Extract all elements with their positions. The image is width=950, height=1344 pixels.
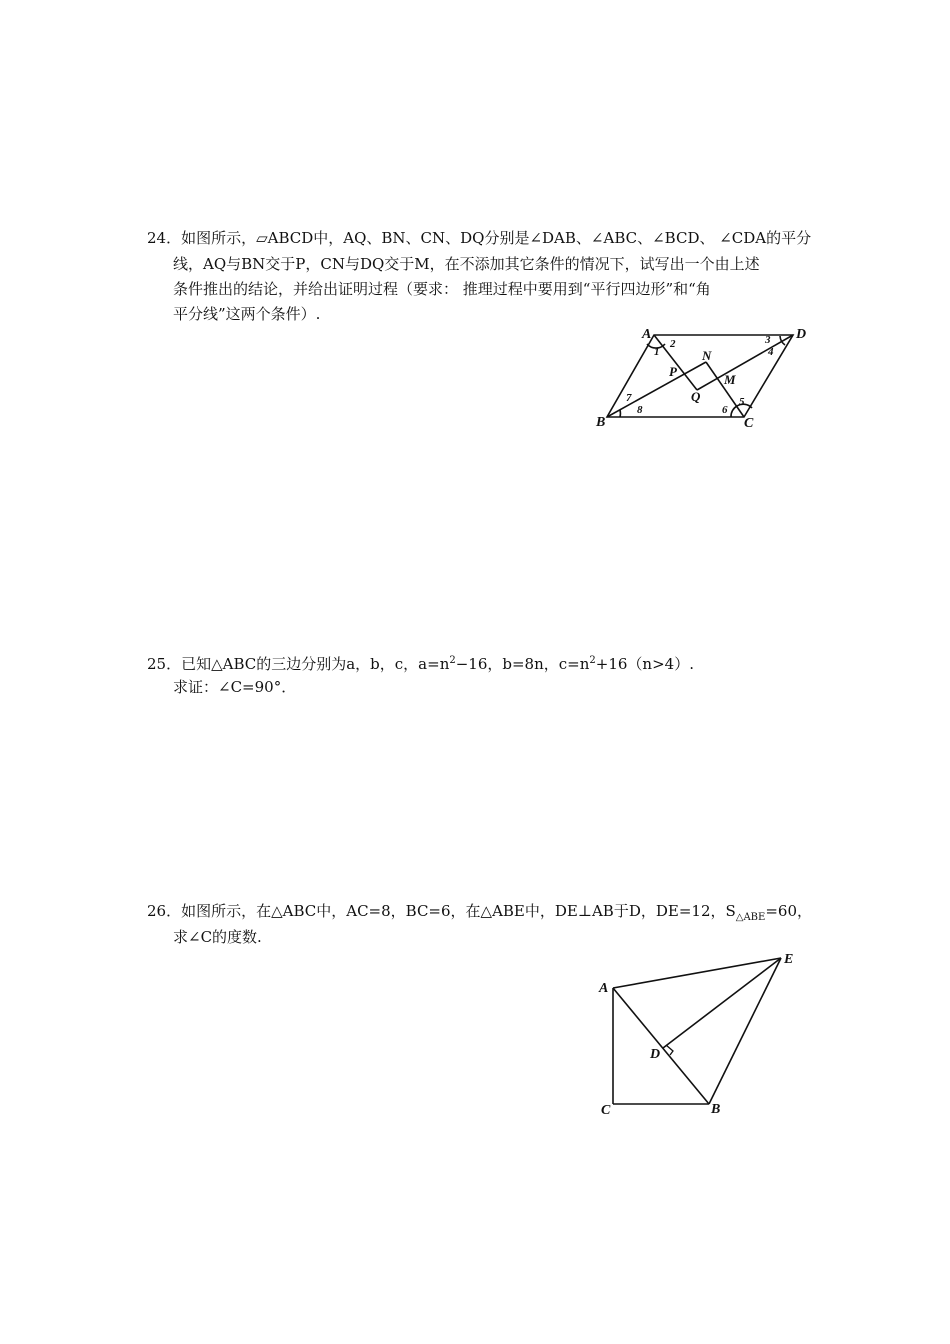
parallelogram-figure: [590, 322, 815, 432]
q26-line-1: [147, 901, 812, 928]
q25-mid: −16，b=8n，c=n: [455, 655, 590, 673]
q25-sup-2: 2: [589, 655, 596, 666]
angle-label-6: 6: [722, 404, 728, 416]
q26-prefix: 26．如图所示，在△ABC中，AC=8，BC=6，在△ABE中，DE⊥AB于D，DE=12，S: [147, 902, 736, 920]
q26-sub: △ABE: [735, 912, 766, 923]
angle-label-5: 5: [739, 396, 745, 408]
q26-line-2: 求∠C的度数.: [173, 928, 262, 946]
angle-label-8: 8: [637, 404, 643, 416]
q25-suffix: +16（n>4）.: [595, 655, 694, 673]
parallelogram-abcd: [607, 335, 793, 417]
segment-de: [663, 958, 781, 1048]
label-q: Q: [691, 389, 701, 404]
triangle-figure: [596, 948, 806, 1118]
label-a: A: [599, 981, 609, 996]
q24-line-2: 线，AQ与BN交于P，CN与DQ交于M，在不添加其它条件的情况下，试写出一个由上述: [173, 255, 760, 273]
label-d: D: [796, 327, 807, 342]
label-d: D: [650, 1047, 661, 1062]
segment-ae: [613, 958, 781, 988]
label-p: P: [669, 364, 677, 379]
angle-label-3: 3: [765, 334, 771, 346]
q24-line-3: 条件推出的结论，并给出证明过程（要求： 推理过程中要用到“平行四边形”和“角: [173, 280, 711, 298]
q24-line-4: 平分线”这两个条件）.: [173, 305, 321, 323]
label-a: A: [642, 327, 652, 342]
label-b: B: [711, 1102, 721, 1117]
angle-label-7: 7: [626, 392, 632, 404]
q25-line-1: [147, 651, 694, 674]
q25-sup-1: 2: [449, 655, 456, 666]
segment-be: [709, 958, 781, 1104]
angle-label-1: 1: [654, 346, 660, 358]
q26-suffix: =60，: [765, 902, 812, 920]
label-m: M: [724, 372, 736, 387]
label-e: E: [784, 952, 794, 967]
segment-ab: [613, 988, 709, 1104]
angle-label-2: 2: [670, 338, 676, 350]
q24-line-1: 24．如图所示，▱ABCD中，AQ、BN、CN、DQ分别是∠DAB、∠ABC、∠BCD、 ∠CDA的平分: [147, 229, 812, 247]
segment-dq: [697, 335, 793, 390]
q25-prefix: 25．已知△ABC的三边分别为a，b，c，a=n: [147, 655, 450, 673]
angle-arc-c1: [731, 406, 737, 417]
label-c: C: [744, 416, 754, 431]
q25-line-2: 求证：∠C=90°．: [173, 678, 297, 696]
angle-label-4: 4: [768, 346, 774, 358]
segment-aq: [654, 335, 697, 390]
label-c: C: [601, 1103, 611, 1118]
label-n: N: [702, 348, 712, 363]
label-b: B: [596, 415, 606, 430]
